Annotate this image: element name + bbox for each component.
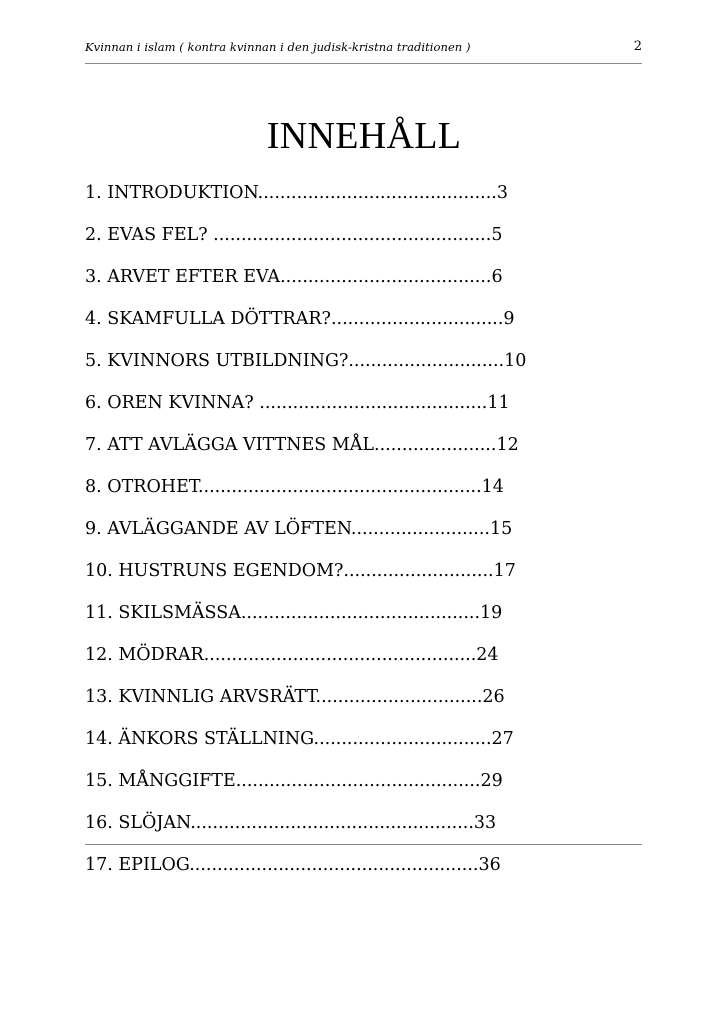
toc-entry-leader: ................................	[313, 729, 492, 749]
toc-entry-title: 13. KVINNLIG ARVSRÄTT	[85, 687, 316, 707]
toc-entry[interactable]	[85, 340, 526, 382]
toc-entry-page: 29	[480, 771, 503, 791]
toc-entry-leader: ...........................................	[257, 183, 497, 203]
toc-entry-leader: ......................................	[280, 267, 492, 287]
toc-entry-page: 17	[493, 561, 516, 581]
toc-entry-page: 9	[503, 309, 515, 329]
toc-entry-page: 11	[487, 393, 510, 413]
toc-entry-title: 16. SLÖJAN	[85, 813, 191, 833]
toc-entry-leader: ...................................................	[197, 477, 482, 497]
toc-entry-leader: ..................................................	[213, 225, 492, 245]
toc-entry[interactable]	[85, 256, 526, 298]
toc-entry-page: 14	[481, 477, 504, 497]
toc-entry-leader: .........................................	[259, 393, 488, 413]
toc-entry[interactable]	[85, 676, 526, 718]
toc-entry-leader: ...........................	[343, 561, 494, 581]
toc-entry[interactable]	[85, 802, 526, 844]
toc-entry[interactable]	[85, 508, 526, 550]
toc-entry[interactable]	[85, 844, 526, 886]
toc-entry[interactable]	[85, 466, 526, 508]
toc-entry[interactable]	[85, 634, 526, 676]
running-header-title: Kvinnan i islam ( kontra kvinnan i den judisk-kristna traditionen )	[85, 40, 471, 54]
toc-entry-page: 33	[473, 813, 497, 833]
toc-entry-page: 12	[496, 435, 519, 455]
toc-entry-title: 6. OREN KVINNA?	[85, 393, 260, 413]
page-number: 2	[633, 39, 642, 54]
toc-entry[interactable]	[85, 550, 526, 592]
toc-entry-title: 7. ATT AVLÄGGA VITTNES MÅL	[85, 435, 375, 455]
toc-entry[interactable]	[85, 214, 526, 256]
toc-entry-page: 6	[491, 267, 503, 287]
toc-entry-page: 15	[490, 519, 513, 539]
toc-entry[interactable]	[85, 718, 526, 760]
toc-entry-leader: ............................	[348, 351, 505, 371]
page-header	[85, 40, 642, 62]
toc-entry-leader: ............................................	[235, 771, 481, 791]
toc-entry-title: 14. ÄNKORS STÄLLNING	[85, 729, 314, 749]
toc-entry-leader: ...........................................	[240, 603, 481, 623]
toc-entry-title: 17. EPILOG	[85, 855, 190, 875]
toc-entry-page: 3	[496, 183, 509, 203]
toc-entry-title: 2. EVAS FEL?	[85, 225, 214, 245]
toc-entry[interactable]	[85, 760, 526, 802]
footer-rule	[85, 844, 642, 845]
header-rule	[85, 63, 642, 64]
toc-entry-title: 11. SKILSMÄSSA	[85, 603, 241, 623]
toc-entry-title: 4. SKAMFULLA DÖTTRAR?	[85, 309, 331, 329]
toc-entry-leader: ....................................................	[189, 855, 479, 875]
toc-entry-title: 15. MÅNGGIFTE	[85, 771, 236, 791]
toc-entry-title: 10. HUSTRUNS EGENDOM?	[85, 561, 344, 581]
toc-entry-page: 27	[491, 729, 514, 749]
toc-entry[interactable]	[85, 172, 526, 214]
toc-entry-title: 8. OTROHET	[85, 477, 198, 497]
toc-entry-title: 12. MÖDRAR	[85, 645, 204, 665]
toc-entry[interactable]	[85, 298, 526, 340]
toc-entry-title: 3. ARVET EFTER EVA	[85, 267, 281, 287]
toc-entry-leader: .........................	[350, 519, 490, 539]
toc-entry-leader: ..............................	[315, 687, 483, 707]
toc-entry-page: 5	[491, 225, 503, 245]
toc-entry-page: 24	[476, 645, 499, 665]
toc-entry-leader: ...............................	[330, 309, 504, 329]
toc-entry-title: 5. KVINNORS UTBILDNING?	[85, 351, 349, 371]
toc-entry[interactable]	[85, 382, 526, 424]
toc-entry-leader: ......................	[374, 435, 497, 455]
toc-entry-leader: ...................................................	[190, 813, 474, 833]
toc-entry[interactable]	[85, 592, 526, 634]
toc-entry-title: 1. INTRODUKTION	[85, 183, 258, 203]
toc-entry-title: 9. AVLÄGGANDE AV LÖFTEN	[85, 519, 351, 539]
toc-entry-page: 36	[478, 855, 501, 875]
toc-entry-page: 26	[482, 687, 505, 707]
toc-entry[interactable]	[85, 424, 526, 466]
table-of-contents	[85, 172, 526, 886]
toc-heading: INNEHÅLL	[266, 115, 462, 157]
toc-entry-page: 19	[480, 603, 503, 623]
toc-entry-leader: .................................................	[203, 645, 477, 665]
toc-entry-page: 10	[504, 351, 527, 371]
